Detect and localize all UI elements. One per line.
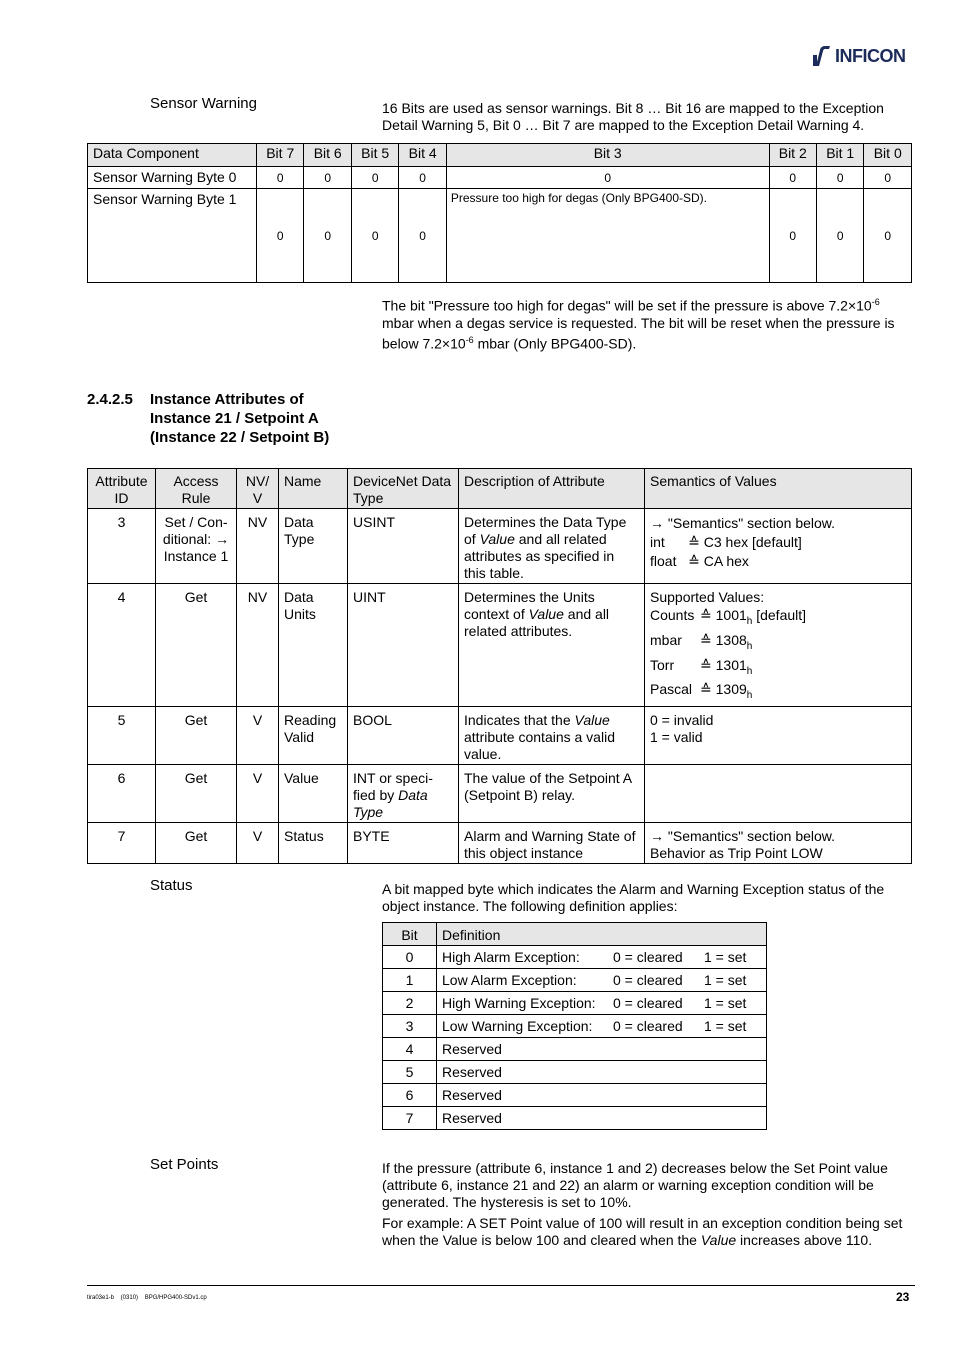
unit-label: Pascal	[650, 681, 693, 698]
table-row	[88, 823, 912, 864]
access-rule: Get	[156, 765, 237, 823]
nv-flag: V	[237, 707, 279, 765]
bit-definition	[437, 992, 767, 1015]
bit-number: 5	[383, 1061, 437, 1084]
column-header: Bit 4	[399, 144, 446, 167]
example-text: For example: A SET Point value of 100 will result in an exception condition being set when the Value is below 100 and cleared when the	[382, 1215, 903, 1248]
attribute-name: Data Type	[279, 509, 348, 584]
description-text: Indicates that the	[464, 712, 575, 729]
cleared-value: 0 = cleared	[613, 949, 683, 965]
type-emphasis: Data Type	[353, 787, 428, 821]
table-cell: 0	[769, 167, 816, 189]
unit-line	[650, 631, 906, 656]
column-header: Bit 2	[769, 144, 816, 167]
cleared-value: 0 = cleared	[613, 972, 683, 988]
footer-divider	[87, 1285, 915, 1286]
semantics-line: → "Semantics" section below.	[650, 515, 836, 531]
description-text: and all related attributes.	[464, 606, 610, 639]
note-text: The bit "Pressure too high for degas" will be set if the pressure is above 7.2×10	[382, 297, 872, 314]
table-row	[88, 509, 912, 584]
access-rule: Get	[156, 707, 237, 765]
attribute-description: Alarm and Warning State of this object instance	[459, 823, 645, 864]
unit-value: ≙ 1309	[700, 681, 747, 698]
table-row	[88, 167, 912, 189]
semantics-line: → "Semantics" section below.	[650, 828, 836, 845]
table-cell: 0	[399, 167, 446, 189]
column-header: NV/ V	[237, 469, 279, 509]
column-header: Bit 3	[446, 144, 769, 167]
sensor-warning-label: Sensor Warning	[150, 95, 257, 112]
unit-extra: [default]	[752, 607, 807, 623]
sensor-warning-table	[87, 143, 912, 283]
unit-label: Torr	[650, 656, 675, 673]
column-header: Bit 1	[816, 144, 863, 167]
attribute-name: Data Units	[279, 584, 348, 707]
unit-line	[650, 656, 906, 681]
note-exponent: -6	[871, 297, 880, 307]
type-text: INT or speci-fied by	[353, 770, 433, 804]
inficon-logo-icon	[812, 44, 834, 68]
note-exponent: -6	[465, 334, 474, 345]
column-header: Name	[279, 469, 348, 509]
bit-definition	[437, 969, 767, 992]
bit-number: 6	[383, 1084, 437, 1107]
section-heading	[87, 390, 329, 447]
attribute-description	[459, 584, 645, 707]
description-text: and all related attributes as specified in this table.	[464, 531, 615, 581]
table-cell: 0	[304, 189, 351, 283]
table-cell: 0	[257, 189, 304, 283]
bit-number: 0	[383, 946, 437, 969]
table-cell: 0	[399, 189, 446, 283]
table-row	[383, 1061, 767, 1084]
set-points-label: Set Points	[150, 1156, 219, 1173]
description-emphasis: Value	[528, 606, 564, 622]
example-text: increases above 110.	[736, 1232, 873, 1248]
bit-number: 4	[383, 1038, 437, 1061]
semantics-cell	[645, 509, 912, 584]
semantics-cell	[645, 584, 912, 707]
table-cell: 0	[446, 167, 769, 189]
bit-number: 3	[383, 1015, 437, 1038]
unit-value: ≙ 1308	[700, 631, 747, 648]
status-label: Status	[150, 877, 193, 894]
attribute-id: 4	[88, 584, 156, 707]
column-header: Access Rule	[156, 469, 237, 509]
table-header-row	[88, 144, 912, 167]
set-value: 1 = set	[704, 972, 747, 988]
nv-flag: NV	[237, 584, 279, 707]
status-bit-table	[382, 922, 767, 1130]
attribute-id: 7	[88, 823, 156, 864]
bit-definition	[437, 946, 767, 969]
table-row	[88, 584, 912, 707]
set-value: 1 = set	[704, 995, 747, 1011]
unit-value: ≙ 1001	[700, 607, 747, 623]
description-emphasis: Value	[574, 712, 610, 729]
bit-definition: Reserved	[437, 1107, 767, 1130]
definition-text: High Alarm Exception:	[442, 949, 580, 965]
table-row	[88, 189, 912, 283]
cleared-value: 0 = cleared	[613, 1018, 683, 1034]
access-rule: Get	[156, 584, 237, 707]
attribute-name: Reading Valid	[279, 707, 348, 765]
bit-number: 2	[383, 992, 437, 1015]
description-emphasis: Value	[479, 531, 515, 547]
column-header: Bit 0	[864, 144, 912, 167]
table-header-row	[383, 923, 767, 946]
table-row	[383, 1038, 767, 1061]
table-cell: 0	[769, 189, 816, 283]
set-value: 1 = set	[704, 1018, 747, 1034]
column-header: Bit	[383, 923, 437, 946]
degas-note	[382, 294, 912, 352]
bit-number: 1	[383, 969, 437, 992]
table-cell: 0	[351, 189, 398, 283]
table-row	[383, 1015, 767, 1038]
unit-subscript: h	[746, 615, 753, 627]
attribute-description: The value of the Setpoint A (Setpoint B) relay.	[459, 765, 645, 823]
semantics-cell	[645, 765, 912, 823]
table-row	[383, 1084, 767, 1107]
column-header: Semantics of Values	[645, 469, 912, 509]
section-number: 2.4.2.5	[87, 391, 133, 408]
attribute-description	[459, 509, 645, 584]
page-number: 23	[896, 1290, 910, 1304]
table-cell: 0	[864, 167, 912, 189]
table-cell: 0	[816, 167, 863, 189]
table-cell: 0	[816, 189, 863, 283]
column-header: Data Component	[88, 144, 257, 167]
semantics-line: 1 = valid	[650, 729, 703, 746]
attribute-id: 3	[88, 509, 156, 584]
heading-line: (Instance 22 / Setpoint B)	[150, 429, 330, 446]
unit-value: ≙ 1301	[700, 656, 747, 673]
column-header: Bit 5	[351, 144, 398, 167]
table-cell: Pressure too high for degas (Only BPG400-SD).	[446, 189, 769, 283]
bit-definition: Reserved	[437, 1038, 767, 1061]
unit-line	[650, 680, 906, 705]
semantics-title: Supported Values:	[650, 589, 765, 605]
table-cell: 0	[304, 167, 351, 189]
table-row	[383, 1107, 767, 1130]
note-text: mbar (Only BPG400-SD).	[473, 335, 637, 352]
semantics-line: 0 = invalid	[650, 712, 714, 729]
semantics-line: Behavior as Trip Point LOW	[650, 845, 823, 862]
data-type: BYTE	[348, 823, 459, 864]
attribute-description	[459, 707, 645, 765]
description-text: attribute contains a valid value.	[464, 729, 615, 763]
definition-text: Low Alarm Exception:	[442, 972, 577, 988]
definition-text: High Warning Exception:	[442, 995, 596, 1011]
table-row	[383, 992, 767, 1015]
attribute-name: Status	[279, 823, 348, 864]
table-header-row	[88, 469, 912, 509]
description-text: Determines the Data Type of	[464, 514, 627, 547]
set-points-example	[382, 1215, 912, 1249]
table-cell: Sensor Warning Byte 1	[88, 189, 257, 283]
attribute-name: Value	[279, 765, 348, 823]
attribute-id: 6	[88, 765, 156, 823]
table-row	[383, 946, 767, 969]
bit-definition	[437, 1015, 767, 1038]
nv-flag: V	[237, 765, 279, 823]
example-emphasis: Value	[700, 1232, 737, 1248]
footer-document-id: tira03e1-b (0310) BPG/HPG400-SDv1.cp	[87, 1295, 207, 1301]
column-header: Description of Attribute	[459, 469, 645, 509]
table-row	[88, 707, 912, 765]
semantics-line: int ≙ C3 hex [default]	[650, 534, 802, 550]
unit-subscript: h	[746, 665, 753, 677]
table-cell: 0	[864, 189, 912, 283]
cleared-value: 0 = cleared	[613, 995, 683, 1011]
unit-label: Counts	[650, 607, 695, 623]
bit-number: 7	[383, 1107, 437, 1130]
data-type	[348, 765, 459, 823]
status-description: A bit mapped byte which indicates the Alarm and Warning Exception status of the object instance. The following definition applies:	[382, 881, 885, 914]
logo-text: INFICON	[835, 45, 906, 66]
heading-line: Instance 21 / Setpoint A	[150, 410, 319, 427]
table-cell: 0	[257, 167, 304, 189]
nv-flag: V	[237, 823, 279, 864]
semantics-cell	[645, 823, 912, 864]
bit-definition: Reserved	[437, 1061, 767, 1084]
nv-flag: NV	[237, 509, 279, 584]
description-text: Determines the Units context of	[464, 589, 595, 622]
column-header: DeviceNet Data Type	[348, 469, 459, 509]
data-type: USINT	[348, 509, 459, 584]
table-row	[88, 765, 912, 823]
bit-definition: Reserved	[437, 1084, 767, 1107]
column-header: Bit 6	[304, 144, 351, 167]
unit-label: mbar	[650, 631, 682, 648]
attribute-id: 5	[88, 707, 156, 765]
access-rule: Set / Con-ditional: → Instance 1	[156, 509, 237, 584]
table-cell: 0	[351, 167, 398, 189]
instance-attributes-table	[87, 468, 912, 864]
access-rule: Get	[156, 823, 237, 864]
column-header: Attribute ID	[88, 469, 156, 509]
data-type: UINT	[348, 584, 459, 707]
definition-text: Low Warning Exception:	[442, 1018, 593, 1034]
set-points-paragraph: If the pressure (attribute 6, instance 1 and 2) decreases below the Set Point value (attribute 6, instance 21 and 22) an alarm or warning exception condition will be generated. The hysteresis is set to 10%.	[382, 1160, 888, 1210]
column-header: Bit 7	[257, 144, 304, 167]
data-type: BOOL	[348, 707, 459, 765]
inficon-logo	[812, 44, 916, 68]
unit-subscript: h	[746, 640, 753, 652]
sensor-warning-description: 16 Bits are used as sensor warnings. Bit 8 … Bit 16 are mapped to the Exception Detail Warning 5, Bit 0 … Bit 7 are mapped to the Exception Detail Warning 4.	[382, 100, 884, 133]
unit-subscript: h	[746, 690, 753, 702]
note-text: mbar when a degas service is requested. The bit will be reset when the pressure is below 7.2×10	[382, 314, 895, 352]
set-value: 1 = set	[704, 949, 747, 965]
semantics-line: float ≙ CA hex	[650, 553, 749, 569]
semantics-cell	[645, 707, 912, 765]
table-row	[383, 969, 767, 992]
heading-line: Instance Attributes of	[150, 391, 304, 408]
table-cell: Sensor Warning Byte 0	[88, 167, 257, 189]
unit-line	[650, 606, 906, 631]
column-header: Definition	[437, 923, 767, 946]
